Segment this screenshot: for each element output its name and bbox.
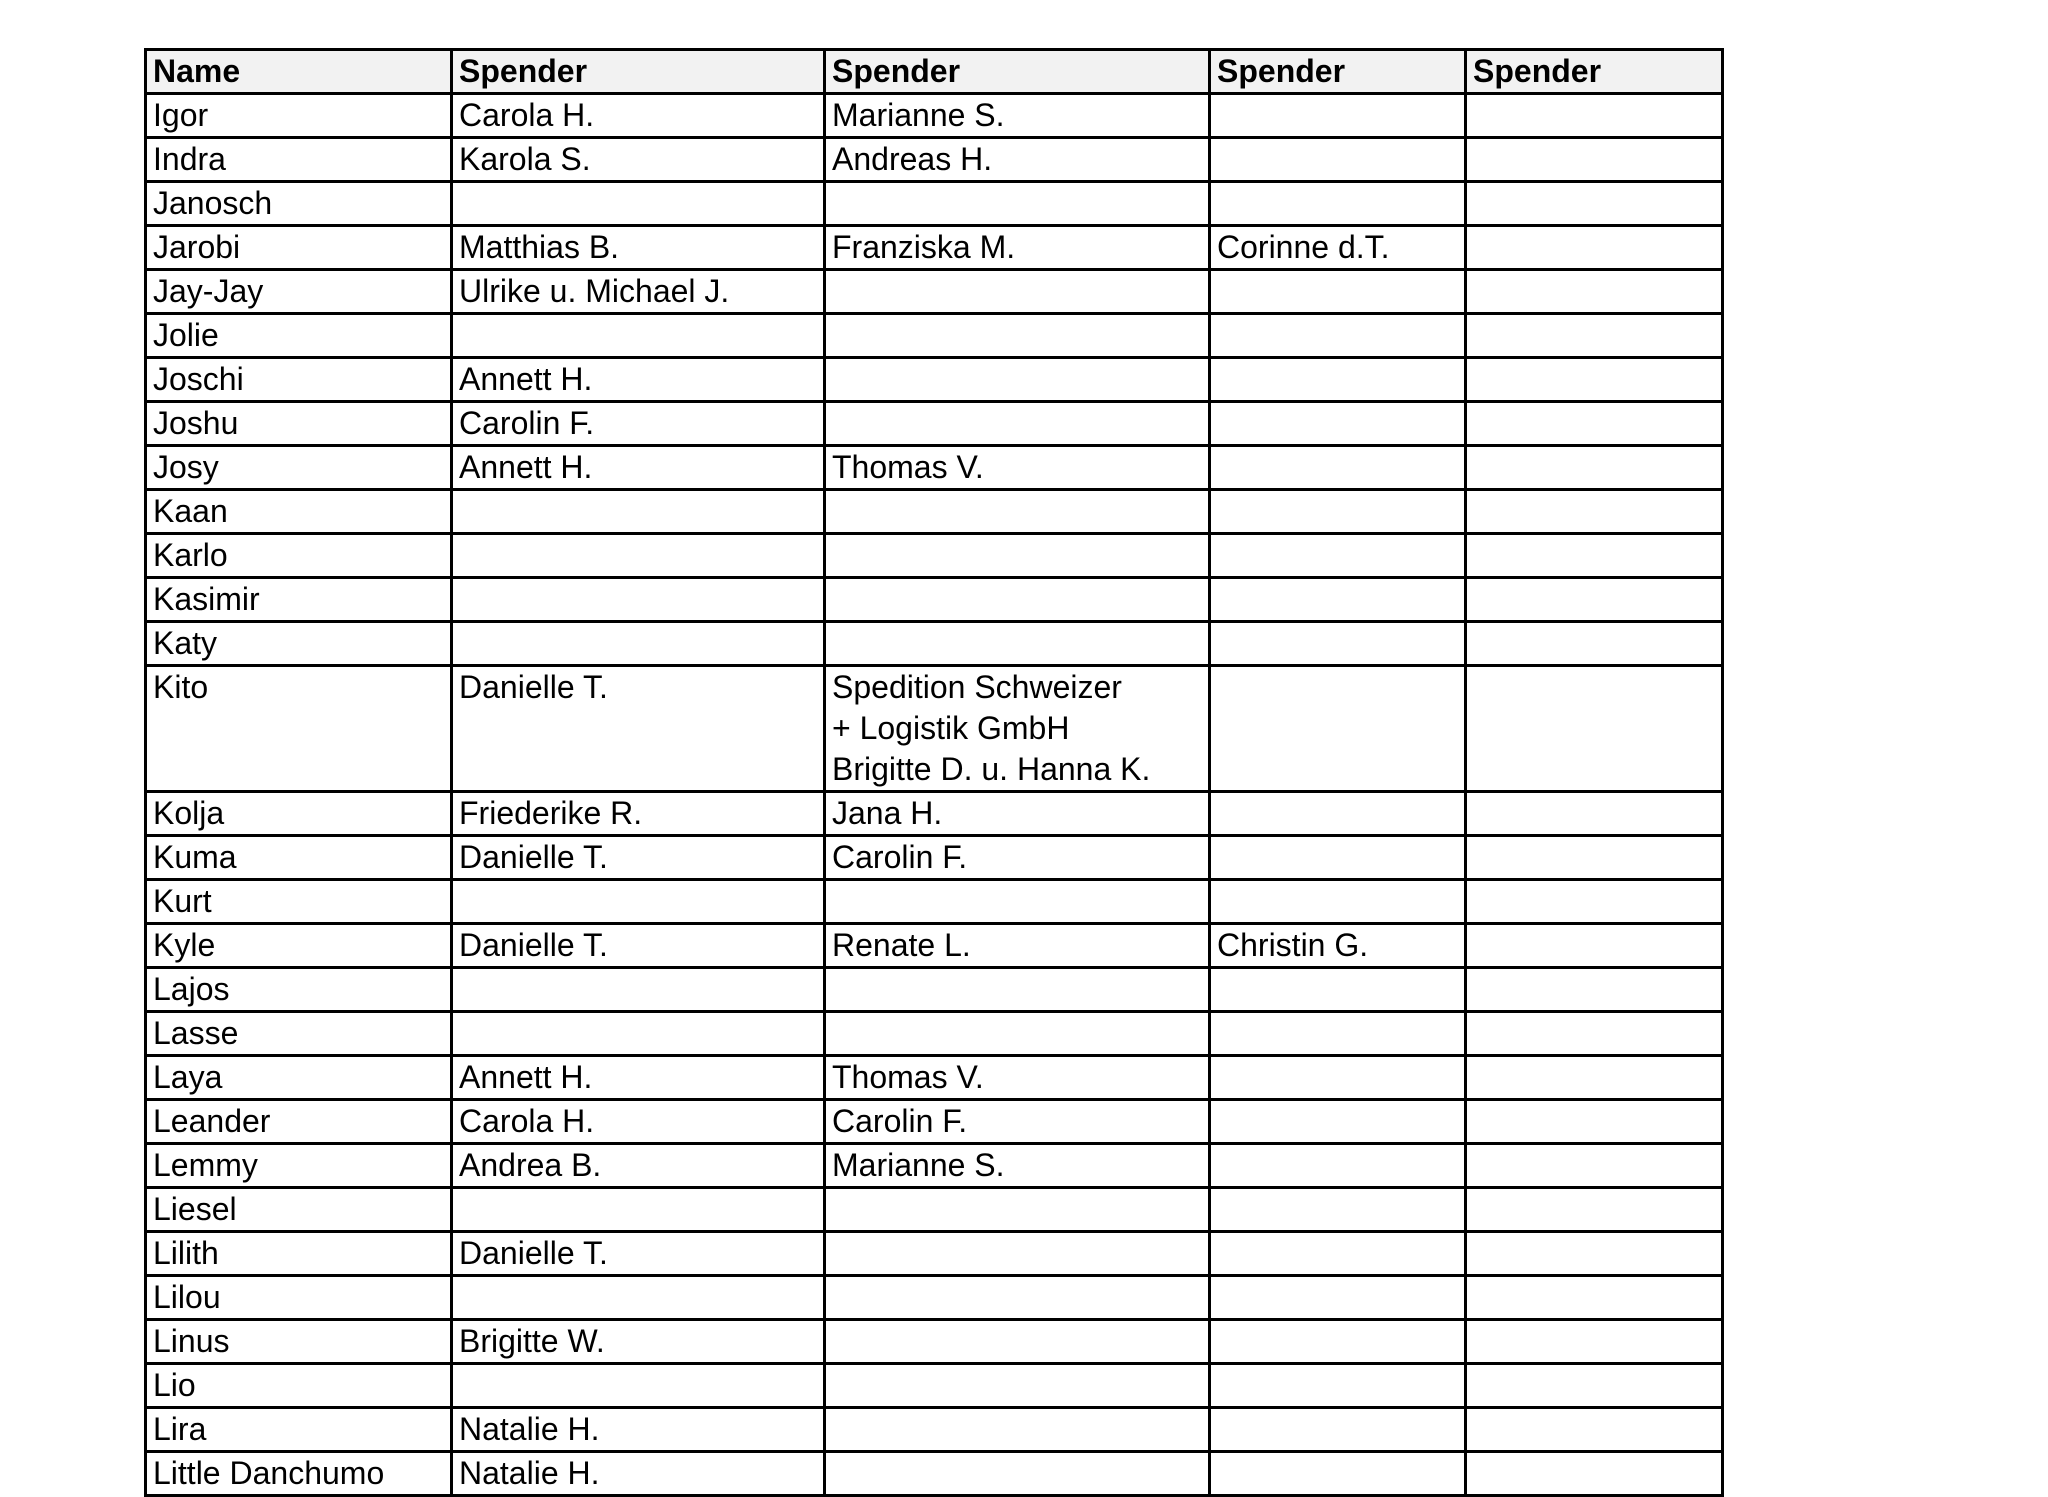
spender-cell	[825, 1452, 1210, 1496]
cell-text: Spedition Schweizer	[832, 669, 1122, 705]
table-row	[146, 226, 1723, 270]
spender-cell	[1466, 446, 1723, 490]
cell-text: + Logistik GmbH	[832, 710, 1070, 746]
spender-cell	[1210, 968, 1466, 1012]
spender-cell	[1210, 1232, 1466, 1276]
spender-cell	[1466, 1452, 1723, 1496]
spender-cell	[1466, 182, 1723, 226]
cell-text: Natalie H.	[459, 1455, 600, 1491]
cell-text: Annett H.	[459, 1059, 593, 1095]
spender-cell	[1466, 578, 1723, 622]
spender-cell	[825, 1144, 1210, 1188]
column-header-spender-2: Spender	[825, 50, 1210, 94]
table-row	[146, 1012, 1723, 1056]
spender-cell	[1210, 138, 1466, 182]
spender-cell	[1466, 314, 1723, 358]
spender-cell	[825, 792, 1210, 836]
spender-cell	[1466, 1188, 1723, 1232]
spender-cell	[452, 622, 825, 666]
spender-cell	[825, 1276, 1210, 1320]
spender-cell	[1466, 402, 1723, 446]
spender-cell	[825, 1364, 1210, 1408]
cell-text: Danielle T.	[459, 1235, 608, 1271]
name-cell	[146, 1276, 452, 1320]
table-row	[146, 402, 1723, 446]
cell-text: Little Danchumo	[153, 1455, 385, 1491]
name-cell	[146, 968, 452, 1012]
spender-cell	[825, 1408, 1210, 1452]
table-row	[146, 666, 1723, 792]
cell-text: Kyle	[153, 927, 216, 963]
spender-cell	[452, 446, 825, 490]
column-header-spender-4: Spender	[1466, 50, 1723, 94]
spender-cell	[452, 1364, 825, 1408]
cell-text: Christin G.	[1217, 927, 1369, 963]
cell-text: Franziska M.	[832, 229, 1016, 265]
cell-text: Carola H.	[459, 1103, 595, 1139]
spender-cell	[825, 1232, 1210, 1276]
spender-cell	[1210, 1452, 1466, 1496]
table-row	[146, 1144, 1723, 1188]
spender-cell	[825, 182, 1210, 226]
spender-cell	[1466, 1232, 1723, 1276]
cell-text: Katy	[153, 625, 218, 661]
name-cell	[146, 138, 452, 182]
spender-cell	[1210, 924, 1466, 968]
spender-cell	[1210, 836, 1466, 880]
cell-text: Carolin F.	[832, 1103, 968, 1139]
spender-cell	[1210, 446, 1466, 490]
cell-text: Jay-Jay	[153, 273, 264, 309]
table-row	[146, 578, 1723, 622]
spender-cell	[452, 226, 825, 270]
spender-cell	[452, 968, 825, 1012]
spender-cell	[452, 1452, 825, 1496]
spender-cell	[1466, 94, 1723, 138]
spender-cell	[452, 1408, 825, 1452]
table-row	[146, 836, 1723, 880]
spender-cell	[1210, 94, 1466, 138]
spender-cell	[825, 270, 1210, 314]
spender-cell	[825, 924, 1210, 968]
spender-cell	[825, 1188, 1210, 1232]
spender-cell	[452, 1188, 825, 1232]
spender-cell	[1210, 534, 1466, 578]
cell-text: Karola S.	[459, 141, 591, 177]
name-cell	[146, 446, 452, 490]
cell-text: Joshu	[153, 405, 239, 441]
cell-text: Kurt	[153, 883, 212, 919]
name-cell	[146, 402, 452, 446]
cell-text: Danielle T.	[459, 839, 608, 875]
spender-cell	[1466, 1408, 1723, 1452]
cell-text: Kito	[153, 669, 209, 705]
spender-cell	[452, 578, 825, 622]
table-row	[146, 270, 1723, 314]
cell-text: Lemmy	[153, 1147, 258, 1183]
spender-cell	[825, 358, 1210, 402]
table-row	[146, 94, 1723, 138]
spender-cell	[1466, 880, 1723, 924]
spender-cell	[1210, 182, 1466, 226]
cell-text: Linus	[153, 1323, 230, 1359]
spender-cell	[1466, 1056, 1723, 1100]
cell-text: Liesel	[153, 1191, 237, 1227]
spender-cell	[825, 446, 1210, 490]
name-cell	[146, 836, 452, 880]
spender-cell	[1210, 402, 1466, 446]
spender-cell	[825, 534, 1210, 578]
cell-text: Danielle T.	[459, 669, 608, 705]
name-cell	[146, 358, 452, 402]
spender-cell	[452, 1232, 825, 1276]
spender-cell	[1210, 358, 1466, 402]
name-cell	[146, 270, 452, 314]
name-cell	[146, 1188, 452, 1232]
spender-cell	[1210, 1144, 1466, 1188]
spender-cell	[1210, 1408, 1466, 1452]
spender-cell	[825, 666, 1210, 792]
spender-cell	[825, 402, 1210, 446]
cell-text: Thomas V.	[832, 449, 984, 485]
table-row	[146, 446, 1723, 490]
spender-cell	[825, 1320, 1210, 1364]
name-cell	[146, 1232, 452, 1276]
cell-text: Leander	[153, 1103, 271, 1139]
spender-cell	[1466, 1364, 1723, 1408]
name-cell	[146, 94, 452, 138]
cell-text: Josy	[153, 449, 219, 485]
table-row	[146, 1320, 1723, 1364]
cell-text: Kuma	[153, 839, 237, 875]
spender-cell	[452, 1056, 825, 1100]
spender-cell	[1210, 1188, 1466, 1232]
cell-text: Carola H.	[459, 97, 595, 133]
cell-text: Brigitte W.	[459, 1323, 605, 1359]
table-row	[146, 924, 1723, 968]
spender-cell	[1466, 1276, 1723, 1320]
name-cell	[146, 1012, 452, 1056]
cell-text: Renate L.	[832, 927, 971, 963]
spender-cell	[452, 1320, 825, 1364]
table-row	[146, 1452, 1723, 1496]
cell-text: Thomas V.	[832, 1059, 984, 1095]
cell-text: Natalie H.	[459, 1411, 600, 1447]
spender-cell	[452, 534, 825, 578]
spender-cell	[825, 138, 1210, 182]
cell-text: Jarobi	[153, 229, 241, 265]
spender-cell	[1210, 622, 1466, 666]
spender-cell	[1210, 490, 1466, 534]
cell-text: Brigitte D. u. Hanna K.	[832, 751, 1151, 787]
spender-cell	[1466, 924, 1723, 968]
spender-cell	[452, 792, 825, 836]
spender-cell	[452, 1100, 825, 1144]
column-header-name: Name	[146, 50, 452, 94]
cell-text: Lio	[153, 1367, 196, 1403]
cell-text: Matthias B.	[459, 229, 620, 265]
spender-cell	[825, 880, 1210, 924]
name-cell	[146, 792, 452, 836]
spender-cell	[825, 578, 1210, 622]
name-cell	[146, 1408, 452, 1452]
spender-cell	[1466, 1320, 1723, 1364]
spender-cell	[1466, 490, 1723, 534]
cell-text: Danielle T.	[459, 927, 608, 963]
spender-cell	[452, 836, 825, 880]
cell-text: Corinne d.T.	[1217, 229, 1390, 265]
cell-text: Jana H.	[832, 795, 943, 831]
cell-text: Carolin F.	[832, 839, 968, 875]
spender-cell	[825, 1056, 1210, 1100]
spender-cell	[452, 1144, 825, 1188]
sponsor-table	[144, 48, 1724, 1497]
table-row	[146, 1364, 1723, 1408]
table-row	[146, 490, 1723, 534]
cell-text: Annett H.	[459, 449, 593, 485]
spender-cell	[452, 138, 825, 182]
spender-cell	[1466, 270, 1723, 314]
spender-cell	[1466, 358, 1723, 402]
cell-text: Janosch	[153, 185, 273, 221]
name-cell	[146, 1364, 452, 1408]
table-row	[146, 314, 1723, 358]
spender-cell	[825, 1100, 1210, 1144]
spender-cell	[1466, 1012, 1723, 1056]
spender-cell	[1210, 578, 1466, 622]
spender-cell	[825, 314, 1210, 358]
spender-cell	[1210, 1276, 1466, 1320]
table-row	[146, 1232, 1723, 1276]
spender-cell	[825, 1012, 1210, 1056]
cell-text: Lilou	[153, 1279, 221, 1315]
table-header-row	[146, 50, 1723, 94]
table-row	[146, 1276, 1723, 1320]
spender-cell	[452, 490, 825, 534]
spender-cell	[452, 666, 825, 792]
cell-text: Kasimir	[153, 581, 260, 617]
table-row	[146, 182, 1723, 226]
spender-cell	[1466, 226, 1723, 270]
cell-text: Jolie	[153, 317, 219, 353]
column-header-spender-1: Spender	[452, 50, 825, 94]
table-body	[146, 94, 1723, 1496]
table-row	[146, 880, 1723, 924]
spender-cell	[1210, 1100, 1466, 1144]
spender-cell	[452, 402, 825, 446]
name-cell	[146, 490, 452, 534]
name-cell	[146, 226, 452, 270]
table-row	[146, 792, 1723, 836]
spender-cell	[1210, 226, 1466, 270]
cell-text: Annett H.	[459, 361, 593, 397]
spender-cell	[1466, 666, 1723, 792]
cell-text: Kaan	[153, 493, 228, 529]
spender-cell	[1466, 1144, 1723, 1188]
cell-text: Karlo	[153, 537, 228, 573]
column-header-spender-3: Spender	[1210, 50, 1466, 94]
name-cell	[146, 666, 452, 792]
cell-text: Indra	[153, 141, 226, 177]
table-row	[146, 622, 1723, 666]
spender-cell	[1466, 1100, 1723, 1144]
name-cell	[146, 1100, 452, 1144]
cell-text: Igor	[153, 97, 209, 133]
name-cell	[146, 880, 452, 924]
table-row	[146, 534, 1723, 578]
spender-cell	[1466, 138, 1723, 182]
spender-cell	[825, 94, 1210, 138]
cell-text: Lajos	[153, 971, 230, 1007]
spender-cell	[1210, 1056, 1466, 1100]
spender-cell	[1210, 1364, 1466, 1408]
name-cell	[146, 578, 452, 622]
name-cell	[146, 1144, 452, 1188]
spender-cell	[1210, 270, 1466, 314]
cell-text: Lilith	[153, 1235, 219, 1271]
spender-cell	[452, 1276, 825, 1320]
name-cell	[146, 622, 452, 666]
spender-cell	[1466, 968, 1723, 1012]
cell-text: Ulrike u. Michael J.	[459, 273, 730, 309]
cell-text: Friederike R.	[459, 795, 643, 831]
cell-text: Lira	[153, 1411, 207, 1447]
spender-cell	[452, 1012, 825, 1056]
name-cell	[146, 1452, 452, 1496]
cell-text: Andrea B.	[459, 1147, 602, 1183]
table-row	[146, 1100, 1723, 1144]
cell-text: Laya	[153, 1059, 223, 1095]
spender-cell	[452, 358, 825, 402]
spender-cell	[452, 270, 825, 314]
name-cell	[146, 182, 452, 226]
spender-cell	[825, 226, 1210, 270]
cell-text: Andreas H.	[832, 141, 993, 177]
spender-cell	[452, 924, 825, 968]
table-row	[146, 1188, 1723, 1232]
spender-cell	[452, 314, 825, 358]
spender-cell	[825, 490, 1210, 534]
spender-cell	[1466, 836, 1723, 880]
cell-text: Marianne S.	[832, 97, 1005, 133]
table-row	[146, 1056, 1723, 1100]
cell-text: Joschi	[153, 361, 244, 397]
spender-cell	[452, 880, 825, 924]
table-row	[146, 968, 1723, 1012]
table-row	[146, 358, 1723, 402]
name-cell	[146, 534, 452, 578]
cell-text: Carolin F.	[459, 405, 595, 441]
spender-cell	[1210, 666, 1466, 792]
spender-cell	[825, 836, 1210, 880]
cell-text: Lasse	[153, 1015, 239, 1051]
spender-cell	[1466, 792, 1723, 836]
cell-text: Marianne S.	[832, 1147, 1005, 1183]
spender-cell	[1210, 1012, 1466, 1056]
table-row	[146, 1408, 1723, 1452]
spender-cell	[1210, 1320, 1466, 1364]
spender-cell	[1466, 534, 1723, 578]
spender-cell	[1210, 792, 1466, 836]
name-cell	[146, 1056, 452, 1100]
name-cell	[146, 924, 452, 968]
spender-cell	[452, 182, 825, 226]
name-cell	[146, 1320, 452, 1364]
name-cell	[146, 314, 452, 358]
spender-cell	[452, 94, 825, 138]
table-row	[146, 138, 1723, 182]
spender-cell	[1466, 622, 1723, 666]
spender-cell	[825, 968, 1210, 1012]
spender-cell	[825, 622, 1210, 666]
cell-text: Kolja	[153, 795, 225, 831]
spender-cell	[1210, 880, 1466, 924]
spender-cell	[1210, 314, 1466, 358]
